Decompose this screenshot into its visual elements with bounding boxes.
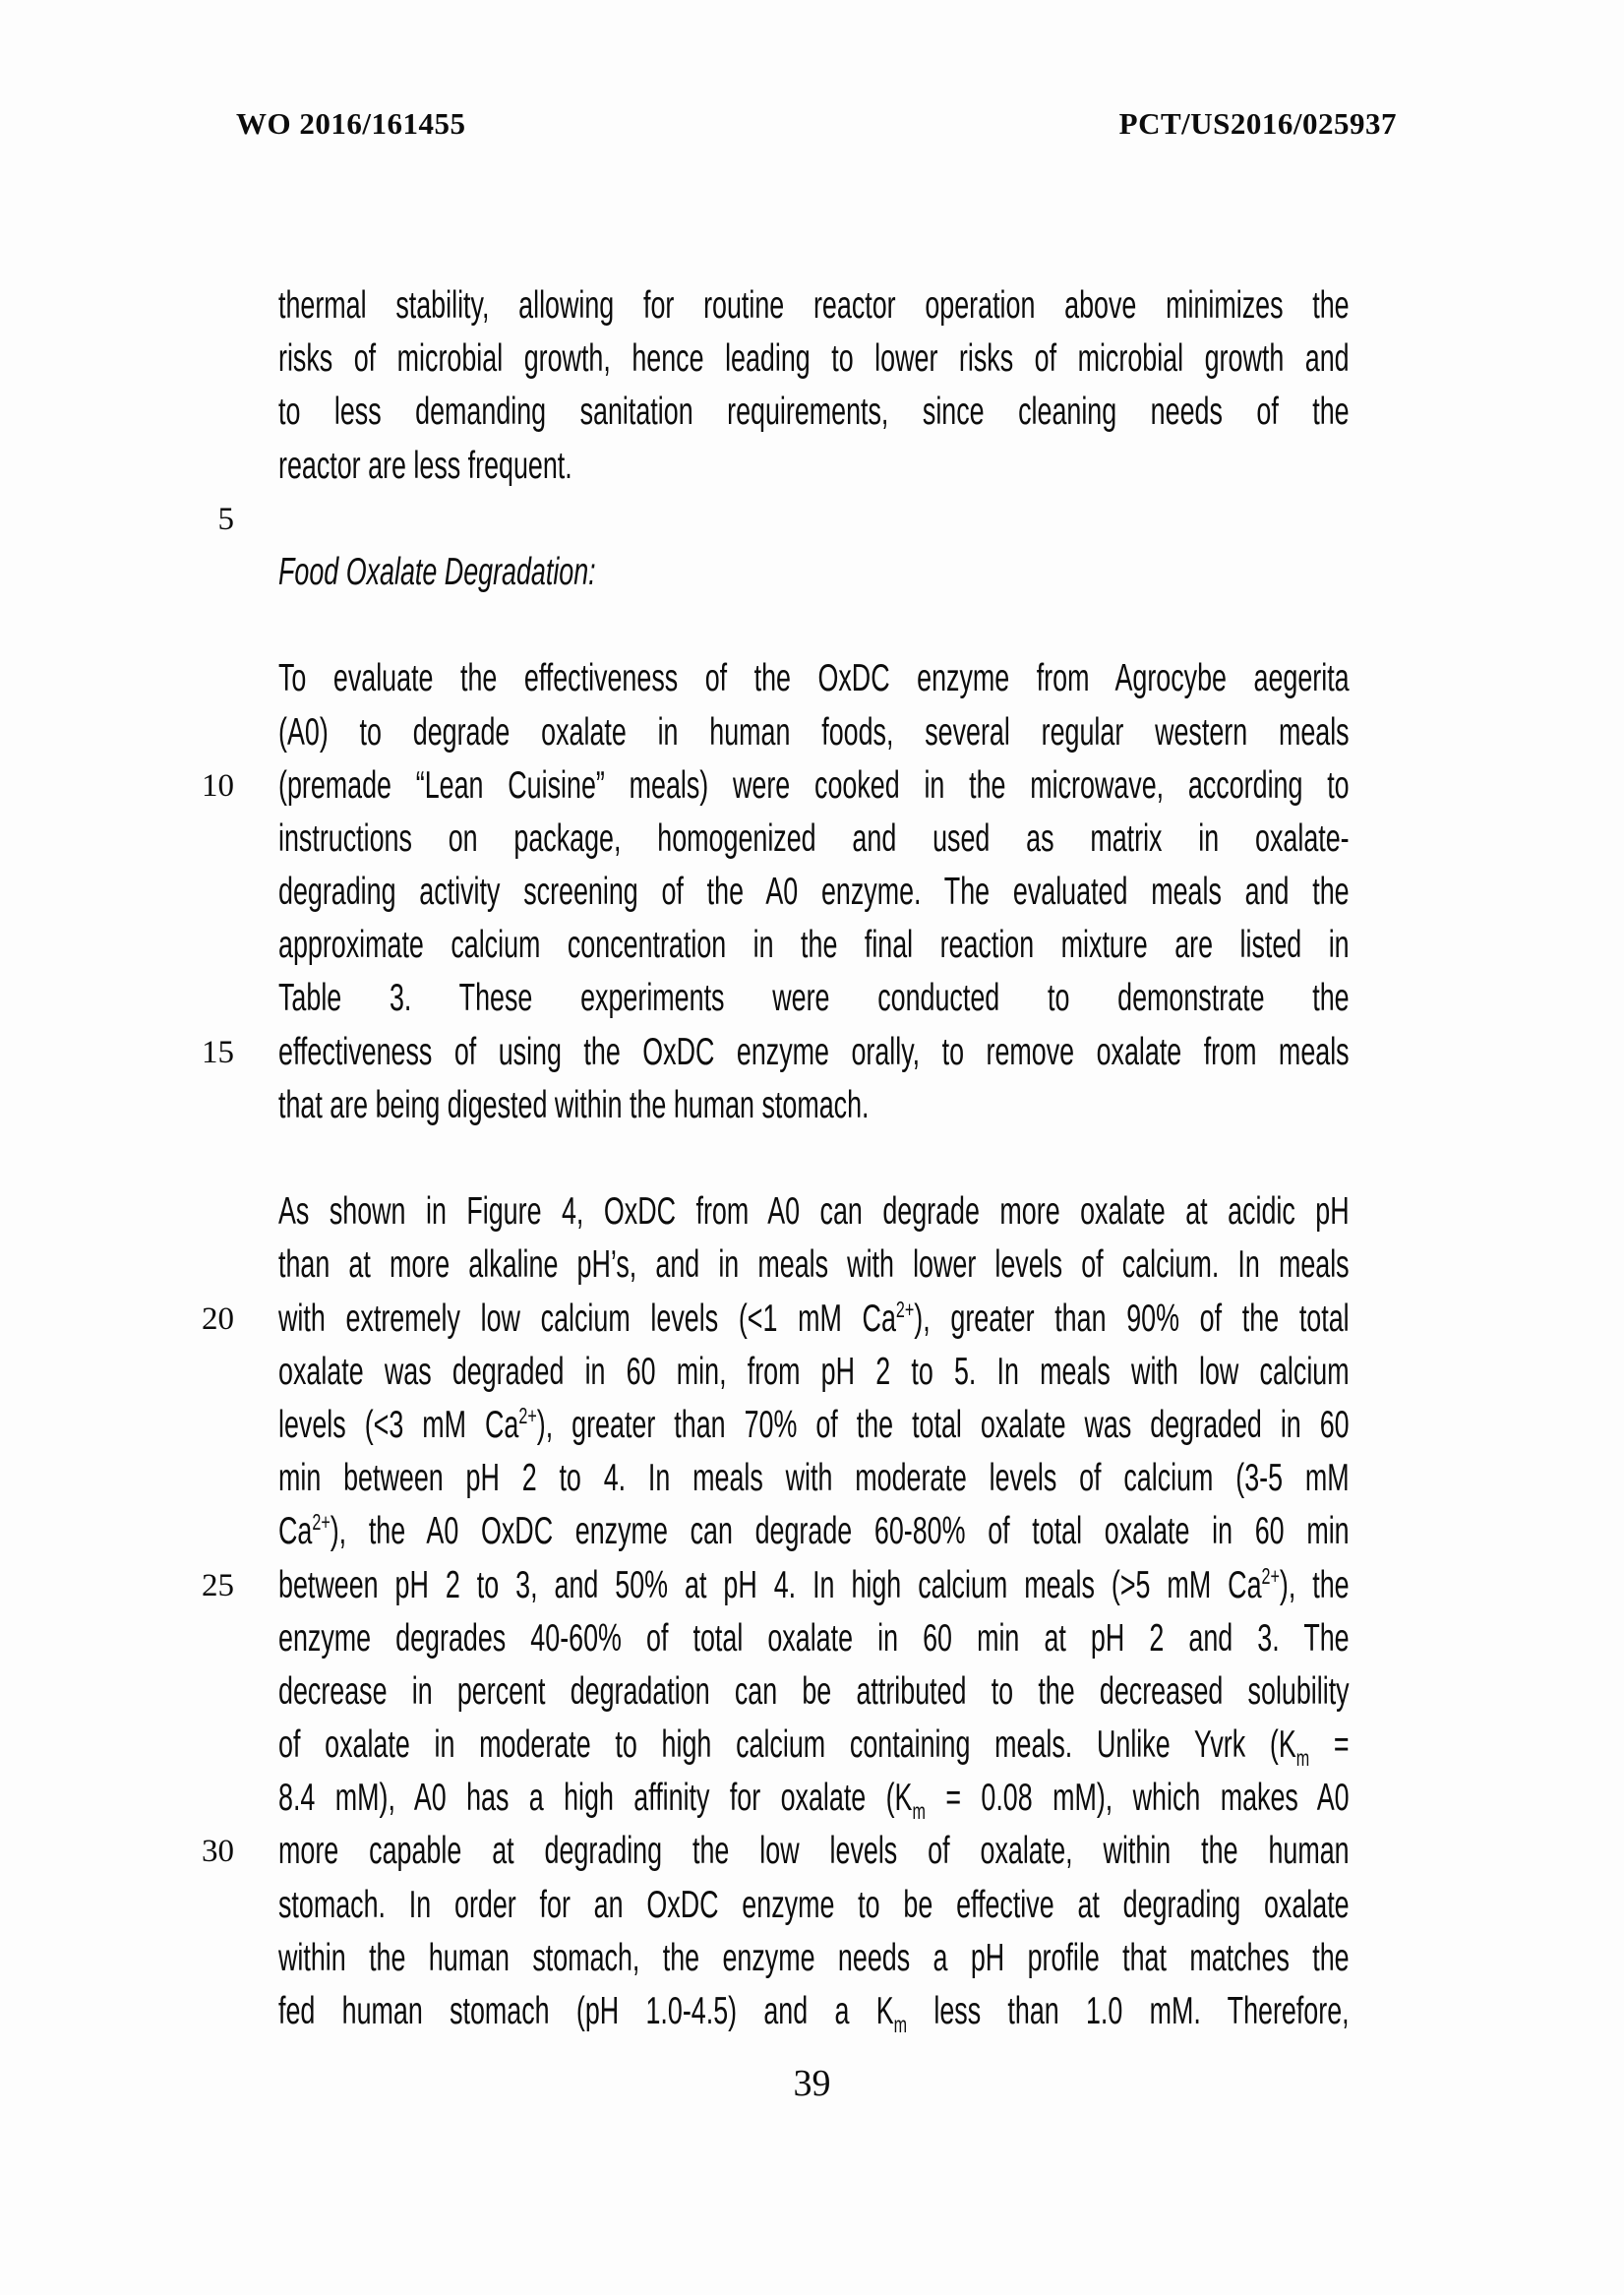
text-line-wrap [278,332,1350,386]
text-line: (A0) to degrade oxalate in human foods, several regular western meals [278,710,1350,754]
text-line: more capable at degrading the low levels of oxalate, within the human [278,1830,1350,1873]
text-line-wrap [278,1879,1350,1932]
text-row [196,1346,1350,1399]
text-line-wrap [278,1932,1350,1985]
text-line: levels (<3 mM $Ca^{2+}$), greater than 70% of the total oxalate was degraded in 60 [278,1402,1350,1446]
line-number: 5 [217,501,234,537]
text-row [196,706,1350,759]
text-line-wrap [278,1399,1350,1452]
text-row [196,1985,1350,2038]
text-row [196,1452,1350,1505]
text-line [278,599,1350,652]
text-line-wrap [278,1985,1350,2038]
text-line: effectiveness of using the OxDC enzyme orally, to remove oxalate from meals [278,1030,1350,1073]
text-row [196,1505,1350,1558]
line-number: 30 [202,1834,234,1870]
text-row [196,1719,1350,1772]
text-row [196,919,1350,972]
text-row [196,1132,1350,1185]
text-row [196,759,1350,813]
text-line: approximate calcium concentration in the final reaction mixture are listed in [278,924,1350,967]
text-row [196,813,1350,866]
text-row [196,652,1350,705]
text-line: between pH 2 to 3, and 50% at pH 4. In high calcium meals (>5 mM $Ca^{2+}$), the [278,1562,1350,1606]
text-line-wrap [278,813,1350,866]
text-row [196,1825,1350,1878]
text-line: 8.4 mM), A0 has a high affinity for oxalate ($K_m = 0.08$ mM), which makes A0 [278,1777,1350,1825]
body-text [196,279,1350,2038]
text-row [196,279,1350,332]
text-line: reactor are less frequent. [278,444,572,487]
text-line-wrap [278,1238,1350,1292]
text-line-wrap [278,1132,1350,1185]
text-line: risks of microbial growth, hence leading to lower risks of microbial growth and [278,337,1350,381]
text-line-wrap [278,279,1350,332]
text-line-wrap [278,652,1350,705]
text-line-wrap [278,972,1350,1025]
text-row [196,1399,1350,1452]
text-line [278,1132,1350,1185]
text-line-wrap [278,1559,1350,1612]
text-line [278,493,1350,546]
text-row [196,1879,1350,1932]
text-row [196,599,1350,652]
text-line-wrap [278,1185,1350,1238]
text-line: oxalate was degraded in 60 min, from pH 2 to 5. In meals with low calcium [278,1350,1350,1393]
page-number: 39 [793,2063,831,2104]
text-line-wrap [278,493,1350,546]
text-line: min between pH 2 to 4. In meals with moderate levels of calcium (3-5 mM [278,1457,1350,1500]
text-line-wrap [278,1026,1350,1079]
text-line: decrease in percent degradation can be attributed to the decreased solubility [278,1669,1350,1713]
text-line: As shown in Figure 4, OxDC from A0 can degrade more oxalate at acidic pH [278,1190,1350,1234]
text-line: degrading activity screening of the A0 enzyme. The evaluated meals and the [278,871,1350,914]
text-row [196,386,1350,439]
text-line-wrap [278,1452,1350,1505]
text-row [196,1079,1350,1132]
text-row [196,866,1350,919]
text-line-wrap [278,599,1350,652]
text-line-wrap [278,546,1350,599]
text-row [196,546,1350,599]
line-number: 25 [202,1567,234,1603]
text-line: enzyme degrades 40-60% of total oxalate in 60 min at pH 2 and 3. The [278,1616,1350,1660]
text-row [196,1238,1350,1292]
text-line: instructions on package, homogenized and used as matrix in oxalate- [278,816,1350,860]
text-row [196,1932,1350,1985]
text-line-wrap [278,1665,1350,1719]
text-line: (premade “Lean Cuisine” meals) were cooked in the microwave, according to [278,763,1350,807]
text-line-wrap [278,706,1350,759]
text-line: Table 3. These experiments were conducted to demonstrate the [278,977,1350,1020]
text-line-wrap [278,1612,1350,1665]
text-row [196,493,1350,546]
text-line: with extremely low calcium levels (<1 mM $Ca^{2+}$), greater than 90% of the total [278,1296,1350,1340]
text-row [196,440,1350,493]
text-line: fed human stomach (pH 1.0-4.5) and a $K_m$ less than 1.0 mM. Therefore, [278,1990,1350,2037]
text-line-wrap [278,440,1350,493]
text-line-wrap [278,919,1350,972]
text-line-wrap [278,759,1350,813]
text-row [196,332,1350,386]
text-line: than at more alkaline pH’s, and in meals with lower levels of calcium. In meals [278,1243,1350,1287]
text-line: $Ca^{2+}$), the A0 OxDC enzyme can degrade 60-80% of total oxalate in 60 min [278,1509,1350,1553]
text-line-wrap [278,1719,1350,1772]
text-line-wrap [278,1293,1350,1346]
header-application-number: PCT/US2016/025937 [1118,106,1397,141]
text-line: of oxalate in moderate to high calcium containing meals. Unlike Yvrk ($K_m$ = [278,1723,1350,1771]
text-line-wrap [278,1772,1350,1825]
text-line: within the human stomach, the enzyme needs a pH profile that matches the [278,1936,1350,1979]
text-row [196,1293,1350,1346]
text-row [196,1026,1350,1079]
text-line-wrap [278,1505,1350,1558]
text-line-wrap [278,1346,1350,1399]
text-line-wrap [278,1079,1350,1132]
line-number: 15 [202,1034,234,1070]
text-line: that are being digested within the human stomach. [278,1083,870,1126]
header-publication-number: WO 2016/161455 [236,106,466,141]
section-heading: Food Oxalate Degradation: [278,550,596,593]
text-row [196,1772,1350,1825]
text-line: to less demanding sanitation requirements, since cleaning needs of the [278,391,1350,434]
text-line-wrap [278,386,1350,439]
text-line-wrap [278,866,1350,919]
line-number: 20 [202,1300,234,1337]
text-row [196,1612,1350,1665]
text-row [196,1665,1350,1719]
text-line: thermal stability, allowing for routine reactor operation above minimizes the [278,284,1350,327]
text-row [196,1559,1350,1612]
text-line-wrap [278,1825,1350,1878]
line-number: 10 [202,767,234,804]
text-line: stomach. In order for an OxDC enzyme to be effective at degrading oxalate [278,1883,1350,1926]
text-row [196,972,1350,1025]
text-row [196,1185,1350,1238]
text-line: To evaluate the effectiveness of the OxDC enzyme from Agrocybe aegerita [278,657,1350,700]
